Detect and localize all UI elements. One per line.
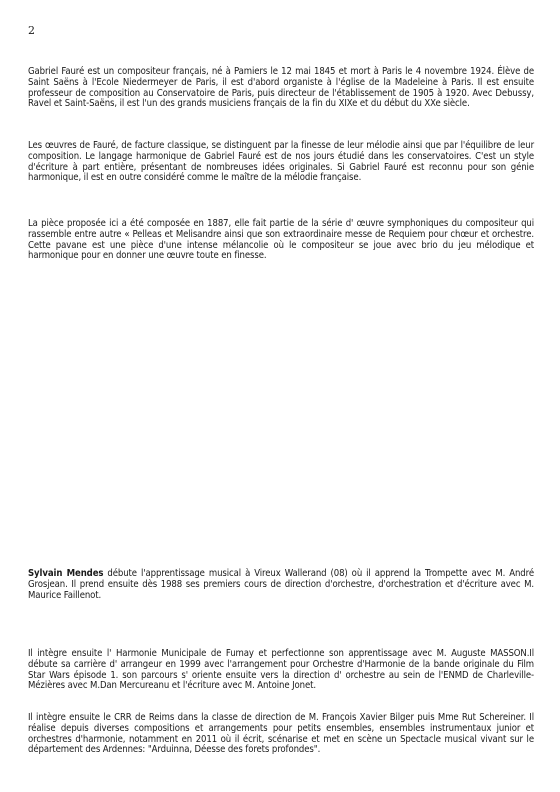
arranger-intro-paragraph [28, 569, 534, 601]
arranger-intro-text: débute l'apprentissage musical à Vireux Wallerand (08) où il apprend la Trompette avec M. André Grosjean. Il prend ensuite dès 1988 ses premiers cours de direction d'orchestre, d'orchestration et d'écriture avec M. Maurice Faillenot. [28, 568, 534, 601]
page-number: 2 [28, 24, 35, 37]
faure-works-paragraph: Les œuvres de Fauré, de facture classique, se distinguent par la finesse de leur mélodie ainsi que par l'équilibre de leur composition. Le langage harmonique de Gabriel Fauré est de nos jours étudié dans les conservatoires. C'est un style d'écriture à part entière, présentant de nombreuses idées originales. Si Gabriel Fauré est reconnu pour son génie harmonique, il est en outre considéré comme le maître de la mélodie française. [28, 140, 534, 184]
faure-biography-paragraph: Gabriel Fauré est un compositeur français, né à Pamiers le 12 mai 1845 et mort à Paris le 4 novembre 1924. Élève de Saint Saëns à l'Ecole Niedermeyer de Paris, il est d'abord organiste à l'église de la Madeleine à Paris. Il est ensuite professeur de composition au Conservatoire de Paris, puis directeur de l'établissement de 1905 à 1920. Avec Debussy, Ravel et Saint-Saëns, il est l'un des grands musiciens français de la fin du XIXe et du début du XXe siècle. [28, 66, 534, 110]
arranger-name: Sylvain Mendes [28, 568, 104, 579]
arranger-recent-paragraph: Il intègre ensuite le CRR de Reims dans la classe de direction de M. François Xavier Bilger puis Mme Rut Schereiner. Il réalise depuis diverses compositions et arrangements pour petits ensembles, ensembles instrumentaux junior et orchestres d'harmonie, notamment en 2011 où il écrit, scénarise et met en scène un Spectacle musical vivant sur le département des Ardennes: "Arduinna, Déesse des forets profondes". [28, 712, 534, 756]
arranger-career-paragraph: Il intègre ensuite l' Harmonie Municipale de Fumay et perfectionne son apprentissage avec M. Auguste MASSON.Il débute sa carrière d' arrangeur en 1999 avec l'arrangement pour Orchestre d'Harmonie de la bande originale du Film Star Wars épisode 1. son parcours s' oriente ensuite vers la direction d' orchestre au sein de l'ENMD de Charleville-Mézières avec M.Dan Mercureanu et l'écriture avec M. Antoine Jonet. [28, 648, 534, 692]
piece-description-paragraph: La pièce proposée ici a été composée en 1887, elle fait partie de la série d' œuvre symphoniques du compositeur qui rassemble entre autre « Pelleas et Melisandre ainsi que son extraordinaire messe de Requiem pour chœur et orchestre. Cette pavane est une pièce d'une intense mélancolie où le compositeur se joue avec brio du jeu mélodique et harmonique pour en donner une œuvre toute en finesse. [28, 218, 534, 262]
